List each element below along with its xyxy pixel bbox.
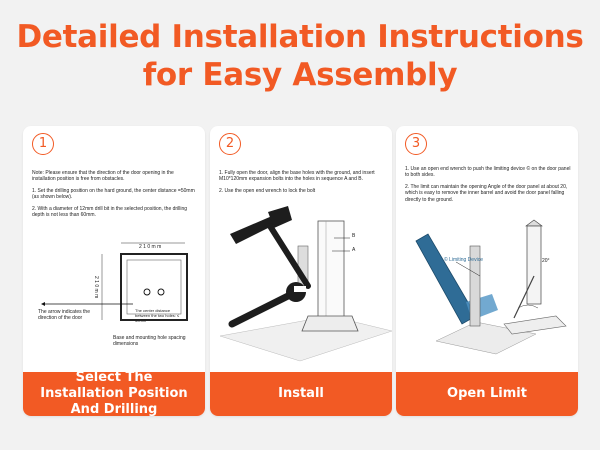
instruction-paragraph: 1. Fully open the door, align the base holes with the ground, and insert M10*120mm expansion bolts into the holes in sequence A and B. — [219, 170, 375, 183]
install-button[interactable]: Install — [210, 372, 392, 416]
headline-line-2: for Easy Assembly — [142, 57, 458, 93]
limiting-device-label: © Limiting Device — [444, 257, 483, 263]
door-post — [318, 221, 344, 321]
instruction-paragraph: 1. Use an open end wrench to push the limiting device © on the door panel to both sides. — [405, 166, 571, 179]
center-distance-note: The center distance between the two holes: ≤ 50mm — [135, 308, 180, 323]
step-number-badge: 2 — [219, 133, 241, 155]
wrench-icon — [232, 282, 306, 324]
angle-label: 20° — [542, 258, 550, 264]
open-limit-diagram — [396, 126, 578, 376]
dimension-label-top: 2 1 0 m m — [139, 244, 162, 250]
instruction-paragraph: 2. Use the open end wrench to lock the bolt — [219, 187, 316, 194]
step-card-3 — [396, 126, 578, 416]
post-base — [302, 316, 358, 331]
step-card-2 — [210, 126, 392, 416]
step-number-badge: 3 — [405, 133, 427, 155]
door-panel — [416, 234, 476, 324]
base-plate-inner — [127, 260, 181, 314]
select-installation-position-button[interactable]: Select The Installation Position And Drilling — [23, 372, 205, 416]
open-limit-button[interactable]: Open Limit — [396, 372, 578, 416]
direction-arrow-head — [41, 302, 45, 306]
base-spacing-note: Base and mounting hole spacing dimensions — [113, 335, 186, 347]
side-post-icon — [504, 220, 566, 334]
label-b: B — [352, 233, 356, 239]
headline-line-1: Detailed Installation Instructions — [16, 19, 584, 55]
hammer-icon — [230, 206, 308, 286]
instruction-paragraph: 1. Set the drilling position on the hard ground, the center distance =50mm (as shown below). — [32, 187, 195, 201]
install-diagram — [210, 126, 392, 376]
dimension-label-side: 2 1 0 m m — [93, 276, 99, 299]
step-card-1 — [23, 126, 205, 416]
arrow-direction-note: The arrow indicates the direction of the door — [38, 309, 90, 321]
instruction-paragraph: Note: Please ensure that the direction of the door opening in the installation position is free from obstacles. — [32, 170, 174, 183]
mounting-hole-left — [144, 289, 150, 295]
mounting-hole-right — [158, 289, 164, 295]
step-number-badge: 1 — [32, 133, 54, 155]
instruction-paragraph: 2. With a diameter of 12mm drill bit in the selected position, the drilling depth is not less than 60mm. — [32, 205, 188, 219]
page-headline — [0, 18, 600, 94]
instruction-paragraph: 2. The limit can maintain the opening Angle of the door panel at about 20, which is easy to remove the inner barrel and avoid the door panel falling directly to the ground. — [405, 183, 568, 203]
label-a: A — [352, 247, 356, 253]
